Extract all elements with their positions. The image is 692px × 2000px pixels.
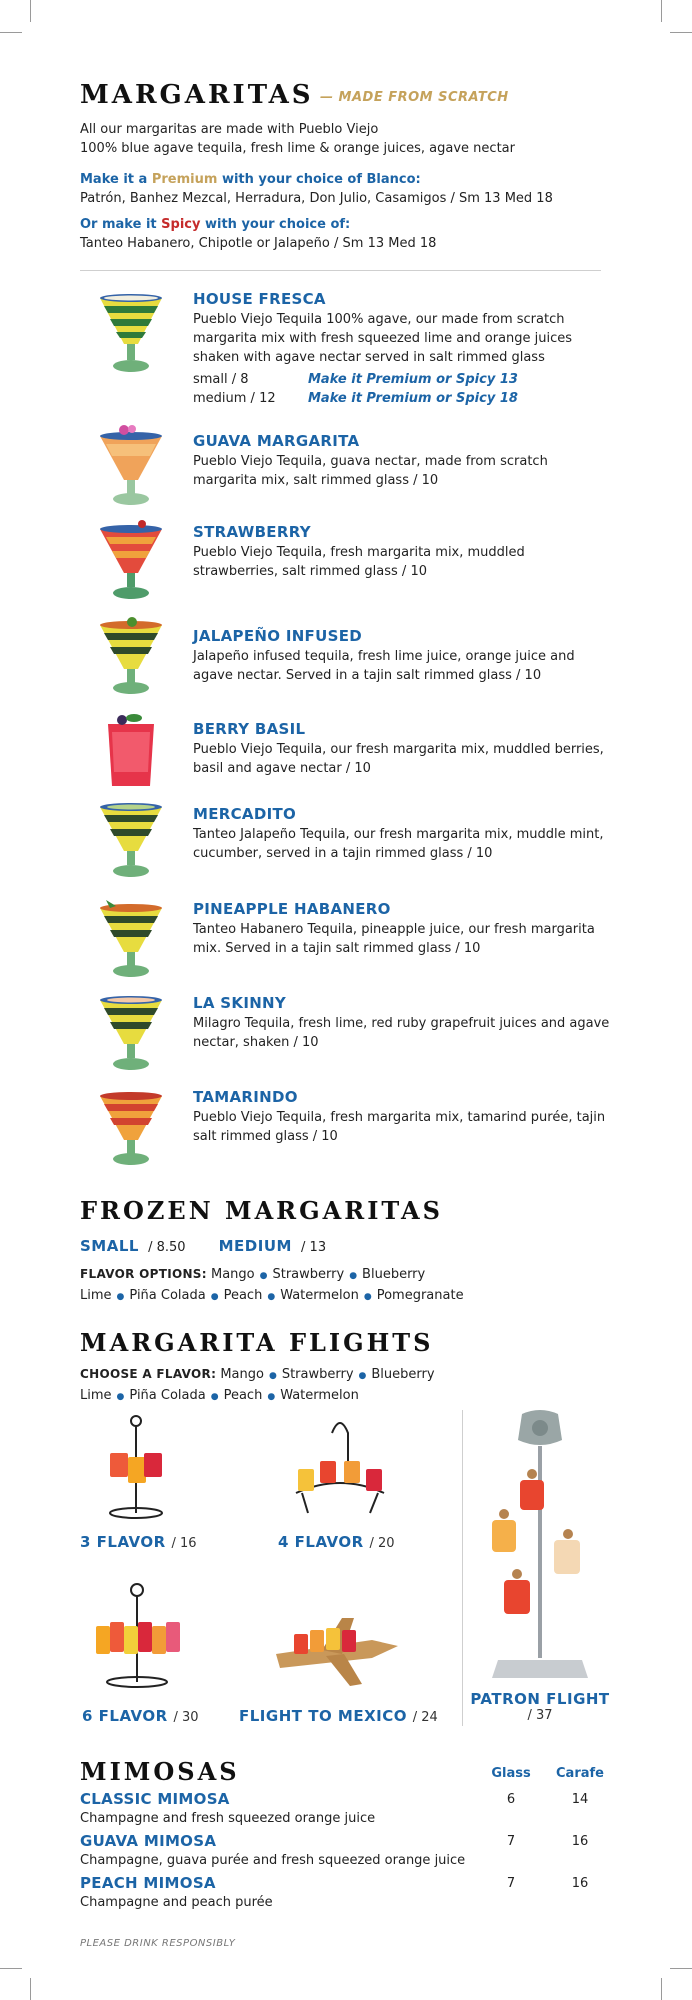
mimosa-name: CLASSIC MIMOSA [80,1790,230,1808]
flavor: Peach [223,1388,263,1403]
size-small: small / 8 [193,372,249,387]
premium-word: Premium [151,172,218,187]
mimosa-name: PEACH MIMOSA [80,1874,216,1892]
flight-price: / 24 [412,1710,438,1725]
flavor: Lime [80,1288,112,1303]
flavor: Blueberry [362,1267,426,1282]
flight-label: 4 FLAVOR [278,1533,364,1551]
menu-item-berry-basil [80,720,640,800]
margarita-glass-image [92,613,170,697]
cocktail-glass-image [92,712,170,796]
flight-option-mexico [239,1707,438,1725]
flavor: Peach [223,1288,263,1303]
flight-price: / 20 [369,1536,395,1551]
flavor: Piña Colada [129,1388,206,1403]
four-flavor-flight-image [290,1413,390,1523]
carafe-price: 16 [571,1876,589,1891]
margarita-glass-image [92,797,170,881]
section-title-flights: MARGARITA FLIGHTS [80,1328,434,1357]
patron-flight-image [490,1410,590,1680]
premium-small-price: Make it Premium or Spicy 13 [308,372,518,387]
glass-price: 7 [506,1876,516,1891]
drink-description: Pueblo Viejo Tequila, guava nectar, made from scratch margarita mix, salt rimmed glass / 10 [193,454,548,488]
drink-description: Jalapeño infused tequila, fresh lime juice, orange juice and agave nectar. Served in a tajin salt rimmed glass / 10 [193,649,575,683]
flavor: Blueberry [371,1367,435,1382]
frozen-sizes [80,1236,326,1257]
margarita-glass-image [92,292,170,376]
frozen-medium-label: MEDIUM [218,1237,292,1255]
size-medium: medium / 12 [193,391,276,406]
frozen-small-price: / 8.50 [148,1240,186,1255]
flavor: Piña Colada [129,1288,206,1303]
margarita-glass-image [92,519,170,603]
frozen-small-label: SMALL [80,1237,139,1255]
menu-item-mercadito [80,805,640,885]
drink-name: HOUSE FRESCA [193,290,326,308]
frozen-medium-price: / 13 [301,1240,327,1255]
flight-option-6 [82,1707,199,1725]
flight-option-3 [80,1533,197,1551]
margarita-glass-image [92,990,170,1074]
drink-name: TAMARINDO [193,1088,298,1106]
column-header-glass: Glass [491,1766,531,1781]
drink-description: Pueblo Viejo Tequila, our fresh margarita mix, muddled berries, basil and agave nectar / 10 [193,742,604,776]
drink-responsibly-note: PLEASE DRINK RESPONSIBLY [80,1938,236,1949]
flight-label: 6 FLAVOR [82,1707,168,1725]
menu-item-pineapple-habanero [80,900,640,980]
carafe-price: 14 [571,1792,589,1807]
drink-description: Tanteo Habanero Tequila, pineapple juice, our fresh margarita mix. Served in a tajin salt rimmed glass / 10 [193,922,595,956]
margarita-glass-image [92,1084,170,1168]
flavor: Strawberry [272,1267,345,1282]
mimosa-description: Champagne and peach purée [80,1895,273,1910]
column-header-carafe: Carafe [556,1766,604,1781]
section-title-frozen: FROZEN MARGARITAS [80,1196,443,1225]
spicy-word: Spicy [161,217,201,232]
choose-flavor-label: CHOOSE A FLAVOR: [80,1367,217,1381]
flight-price: / 16 [171,1536,197,1551]
glass-price: 6 [506,1792,516,1807]
flavor: Watermelon [280,1388,359,1403]
margaritas-tagline: — MADE FROM SCRATCH [320,90,509,105]
menu-item-guava-margarita [80,432,640,512]
spicy-prefix: Or make it [80,217,157,232]
carafe-price: 16 [571,1834,589,1849]
flavor: Strawberry [281,1367,354,1382]
mimosa-name: GUAVA MIMOSA [80,1832,217,1850]
flight-to-mexico-image [272,1610,402,1690]
section-title-mimosas: MIMOSAS [80,1757,240,1786]
menu-item-la-skinny [80,994,640,1074]
premium-prefix: Make it a [80,172,148,187]
section-title-margaritas: MARGARITAS [80,80,314,110]
flight-label: 3 FLAVOR [80,1533,166,1551]
drink-name: MERCADITO [193,805,297,823]
drink-description: Milagro Tequila, fresh lime, red ruby grapefruit juices and agave nectar, shaken / 10 [193,1016,610,1050]
drink-name: JALAPEÑO INFUSED [193,627,362,645]
drink-description: Tanteo Jalapeño Tequila, our fresh margarita mix, muddle mint, cucumber, served in a tajin rimmed glass / 10 [193,827,604,861]
flavor: Pomegranate [376,1288,464,1303]
premium-option [80,170,553,208]
premium-detail: Patrón, Banhez Mezcal, Herradura, Don Julio, Casamigos / Sm 13 Med 18 [80,191,553,206]
flight-price: / 30 [173,1710,199,1725]
flight-flavors: CHOOSE A FLAVOR: Mango ● Strawberry ● Blueberry Lime ● Piña Colada ● Peach ● Watermelon [80,1367,435,1403]
menu-item-house-fresca [80,290,640,410]
premium-medium-price: Make it Premium or Spicy 18 [308,391,518,406]
flavor: Watermelon [280,1288,359,1303]
divider [80,270,601,271]
menu-item-jalapeno-infused [80,627,640,707]
spicy-option [80,215,436,253]
flight-label: PATRON FLIGHT [470,1690,610,1708]
margarita-glass-image [92,896,170,980]
drink-description: Pueblo Viejo Tequila, fresh margarita mix, muddled strawberries, salt rimmed glass / 10 [193,545,525,579]
menu-item-tamarindo [80,1088,640,1168]
margaritas-intro [80,120,515,158]
intro-line-2: 100% blue agave tequila, fresh lime & orange juices, agave nectar [80,141,515,156]
flavor-options-label: FLAVOR OPTIONS: [80,1267,207,1281]
flight-price: / 37 [527,1708,553,1723]
mimosa-description: Champagne and fresh squeezed orange juice [80,1811,376,1826]
flavor: Lime [80,1388,112,1403]
premium-suffix: with your choice of Blanco: [221,172,421,187]
spicy-detail: Tanteo Habanero, Chipotle or Jalapeño / Sm 13 Med 18 [80,236,437,251]
drink-name: LA SKINNY [193,994,287,1012]
intro-line-1: All our margaritas are made with Pueblo Viejo [80,122,379,137]
drink-name: PINEAPPLE HABANERO [193,900,391,918]
spicy-suffix: with your choice of: [205,217,351,232]
three-flavor-flight-image [100,1413,172,1523]
mimosa-description: Champagne, guava purée and fresh squeezed orange juice [80,1853,466,1868]
glass-price: 7 [506,1834,516,1849]
drink-description: Pueblo Viejo Tequila, fresh margarita mix, tamarind purée, tajin salt rimmed glass / 10 [193,1110,606,1144]
drink-name: GUAVA MARGARITA [193,432,360,450]
drink-description: Pueblo Viejo Tequila 100% agave, our made from scratch margarita mix with fresh squeezed lime and orange juices shaken with agave nectar served in salt rimmed glass [193,312,573,365]
drink-name: BERRY BASIL [193,720,306,738]
flight-option-patron [470,1690,610,1723]
drink-name: STRAWBERRY [193,523,311,541]
margarita-glass-image [92,424,170,508]
flavor: Mango [220,1367,264,1382]
menu-item-strawberry [80,523,640,603]
flavor: Mango [210,1267,255,1282]
six-flavor-flight-image [92,1582,182,1692]
frozen-flavors: FLAVOR OPTIONS: Mango ● Strawberry ● Blueberry Lime ● Piña Colada ● Peach ● Watermelon ● Pomegranate [80,1267,464,1303]
flight-label: FLIGHT TO MEXICO [239,1707,407,1725]
flight-option-4 [278,1533,395,1551]
flights-divider [462,1410,463,1726]
